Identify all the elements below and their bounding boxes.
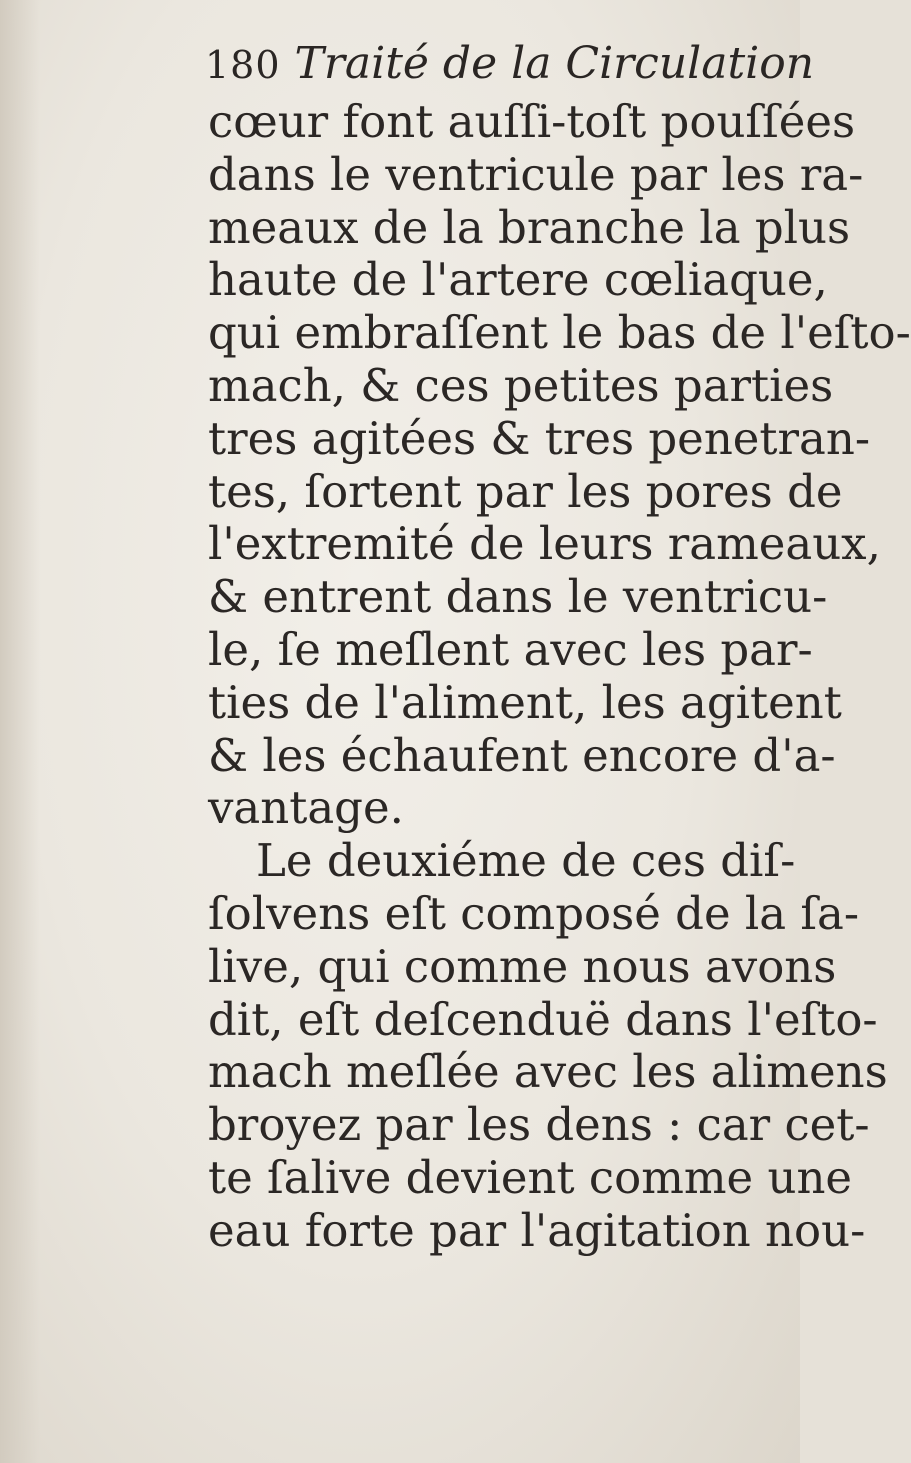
text-line: & les échaufent encore d'a- xyxy=(208,728,836,782)
text-line: l'extremité de leurs rameaux, xyxy=(208,517,881,571)
text-line: mach meſlée avec les alimens xyxy=(208,1045,888,1099)
paragraph-start-line: Le deuxiéme de ces diſ- xyxy=(256,834,796,888)
text-line: te ſalive devient comme une xyxy=(208,1150,853,1204)
text-line: dit, eſt deſcenduë dans l'eſto- xyxy=(208,992,878,1046)
text-line: & entrent dans le ventricu- xyxy=(208,570,828,624)
page-number: 180 xyxy=(205,43,281,87)
text-line: ſolvens eſt composé de la ſa- xyxy=(208,886,860,940)
page-header xyxy=(205,38,815,98)
text-line: le, ſe meſlent avec les par- xyxy=(208,622,813,676)
running-title: Traité de la Circulation xyxy=(294,38,815,89)
text-line: dans le ventricule par les ra- xyxy=(208,147,864,201)
text-line: broyez par les dens : car cet- xyxy=(208,1098,870,1152)
text-line: cœur font auſſi-toſt pouſſées xyxy=(208,95,856,148)
text-line: qui embraſſent le bas de l'eſto- xyxy=(208,306,911,360)
text-line: eau forte par l'agitation nou- xyxy=(208,1203,866,1257)
text-line: mach, & ces petites parties xyxy=(208,358,834,412)
text-line: ties de l'aliment, les agitent xyxy=(208,675,842,729)
body-text xyxy=(208,95,911,1258)
page-shadow-edge xyxy=(0,0,40,1463)
text-line: vantage. xyxy=(208,781,404,835)
text-line: tres agitées & tres penetran- xyxy=(208,411,871,465)
text-line: tes, ſortent par les pores de xyxy=(208,464,843,518)
text-line: haute de l'artere cœliaque, xyxy=(208,253,828,307)
text-line: live, qui comme nous avons xyxy=(208,939,837,993)
text-line: meaux de la branche la plus xyxy=(208,200,851,254)
